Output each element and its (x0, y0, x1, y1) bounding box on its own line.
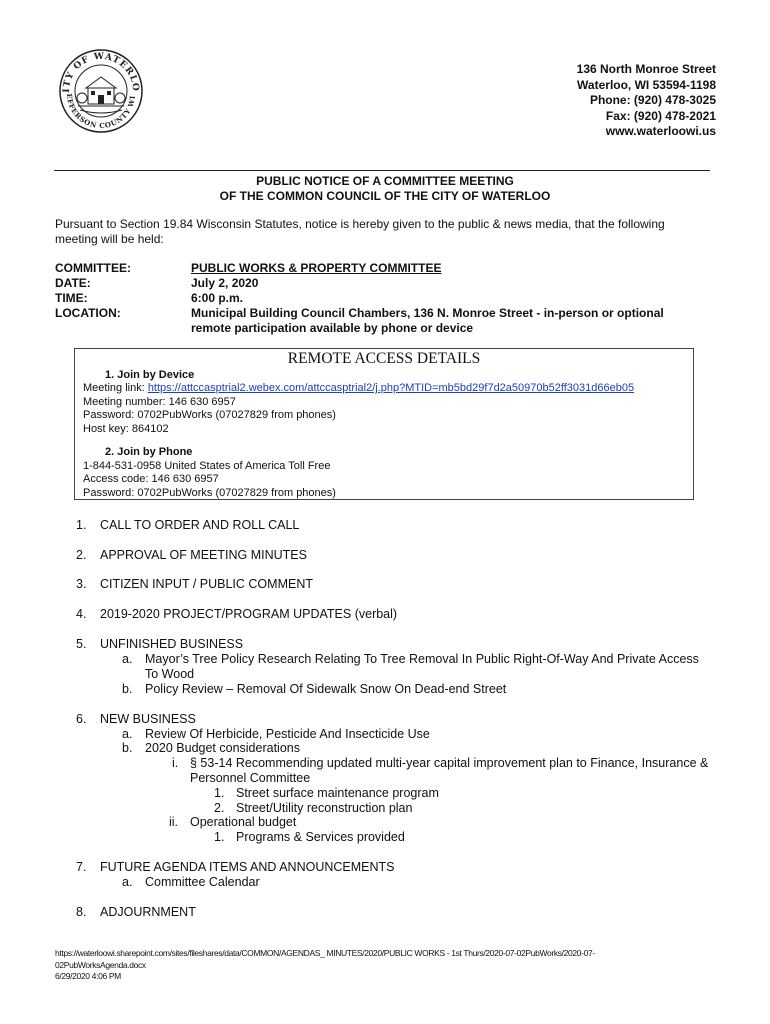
agenda-subitem-calendar: Committee Calendar (145, 875, 260, 889)
list-item-letter: b. (122, 741, 133, 755)
phone-password: Password: 0702PubWorks (07027829 from phones) (83, 486, 336, 499)
city-seal-logo (58, 48, 144, 134)
time-label: TIME: (55, 291, 88, 305)
list-item-letter: b. (122, 682, 133, 696)
agenda-item-new-business: NEW BUSINESS (100, 712, 196, 726)
list-item-number: 2. (214, 801, 225, 815)
location-line1: Municipal Building Council Chambers, 136 N. Monroe Street - in-person or optional (191, 306, 664, 320)
list-item-number: 5. (76, 637, 87, 651)
agenda-subitem-snow-policy: Policy Review – Removal Of Sidewalk Snow On Dead-end Street (145, 682, 507, 696)
notice-title-line1: PUBLIC NOTICE OF A COMMITTEE MEETING (256, 174, 514, 188)
committee-label: COMMITTEE: (55, 261, 131, 275)
location-line2: remote participation available by phone or device (191, 321, 474, 335)
file-path-line2: 02PubWorksAgenda.docx (55, 959, 146, 970)
meeting-location (191, 306, 715, 336)
fax-number: Fax: (920) 478-2021 (605, 108, 716, 123)
list-item-number: 6. (76, 712, 87, 726)
agenda-item-adjournment: ADJOURNMENT (100, 905, 196, 919)
notice-title (0, 174, 770, 204)
remote-access-title: REMOTE ACCESS DETAILS (287, 350, 481, 367)
meeting-details (55, 261, 715, 336)
list-item-number: 2. (76, 548, 87, 562)
agenda-item-project-updates: 2019-2020 PROJECT/PROGRAM UPDATES (verbal) (100, 607, 398, 621)
agenda-item-citizen-input: CITIZEN INPUT / PUBLIC COMMENT (100, 577, 313, 591)
list-item-number: 1. (214, 786, 225, 800)
list-item-number: 1. (76, 518, 87, 532)
agenda-subitem-tree-policy: Mayor’s Tree Policy Research Relating To Tree Removal In Public Right-Of-Way And Private Access (145, 652, 699, 666)
notice-title-line2: OF THE COMMON COUNCIL OF THE CITY OF WATERLOO (219, 189, 551, 203)
device-password: Password: 0702PubWorks (07027829 from phones) (83, 409, 336, 421)
toll-free-number: 1-844-531-0958 United States of America Toll Free (83, 459, 331, 472)
list-item-letter: a. (122, 727, 133, 741)
agenda-subitem-capital-plan: § 53-14 Recommending updated multi-year capital improvement plan to Finance, Insurance & (190, 756, 709, 770)
file-path-line1: https://waterloowi.sharepoint.com/sites/fileshares/data/COMMON/AGENDAS_ MINUTES/2020/PUBLIC WORKS - 1st Thurs/2020-07-02PubWorks/2020-07- (55, 948, 595, 958)
agenda-subitem-budget: 2020 Budget considerations (145, 741, 300, 755)
agenda-subitem-herbicide: Review Of Herbicide, Pesticide And Insecticide Use (145, 727, 430, 741)
list-item-number: 8. (76, 905, 87, 919)
agenda-item-call-to-order: CALL TO ORDER AND ROLL CALL (100, 518, 300, 532)
access-code: Access code: 146 630 6957 (83, 473, 219, 485)
list-item-letter: a. (122, 875, 133, 889)
header-divider (54, 170, 710, 171)
agenda-item-future-items: FUTURE AGENDA ITEMS AND ANNOUNCEMENTS (100, 860, 395, 874)
list-item-roman: ii. (169, 815, 179, 829)
committee-name: PUBLIC WORKS & PROPERTY COMMITTEE (191, 261, 442, 275)
meeting-time: 6:00 p.m. (191, 291, 244, 305)
address-block (577, 62, 716, 140)
website[interactable]: www.waterloowi.us (605, 124, 716, 138)
remote-access-box (74, 348, 694, 500)
city-state-zip: Waterloo, WI 53594-1198 (577, 77, 716, 92)
list-item-roman: i. (172, 756, 179, 770)
meeting-link-line (83, 382, 685, 396)
agenda-subitem-capital-plan-cont: Personnel Committee (190, 771, 311, 785)
svg-text:CITY OF WATERLOO: ITY OF WATERLO (61, 51, 141, 93)
meeting-link[interactable]: https://attccasptrial2.webex.com/attccasptrial2/j.php?MTID=mb5bd29f7d2a50970b52ff3031d66eb05 (147, 382, 635, 394)
location-label: LOCATION: (55, 306, 121, 320)
intro-line2: meeting will be held: (55, 232, 164, 246)
list-item-number: 3. (76, 577, 87, 591)
intro-paragraph (55, 217, 705, 247)
meeting-link-label: Meeting link: (83, 382, 148, 394)
date-label: DATE: (55, 276, 91, 290)
agenda-item-unfinished-business: UNFINISHED BUSINESS (100, 637, 244, 651)
agenda-subitem-programs-services: Programs & Services provided (236, 830, 405, 844)
agenda-subitem-street-utility: Street/Utility reconstruction plan (236, 801, 413, 815)
list-item-number: 4. (76, 607, 87, 621)
list-item-number: 1. (214, 830, 225, 844)
host-key: Host key: 864102 (83, 422, 169, 435)
phone-number: Phone: (920) 478-3025 (589, 93, 716, 107)
street-address: 136 North Monroe Street (576, 62, 716, 76)
agenda-subitem-tree-policy-cont: To Wood (145, 667, 195, 681)
join-by-device-heading: 1. Join by Device (105, 368, 195, 381)
svg-text:JEFFERSON COUNTY WIS: EFFERSON COUNTY WI (64, 93, 138, 131)
meeting-date: July 2, 2020 (191, 276, 259, 290)
meeting-number: Meeting number: 146 630 6957 (83, 395, 236, 408)
join-by-phone-heading: 2. Join by Phone (105, 446, 193, 458)
agenda-subitem-operational-budget: Operational budget (190, 815, 297, 829)
list-item-number: 7. (76, 860, 87, 874)
intro-line1: Pursuant to Section 19.84 Wisconsin Statutes, notice is hereby given to the public & news media, that the following (55, 217, 665, 231)
list-item-letter: a. (122, 652, 133, 666)
agenda-item-approval-minutes: APPROVAL OF MEETING MINUTES (100, 548, 307, 562)
print-timestamp: 6/29/2020 4:06 PM (55, 971, 121, 981)
agenda-subitem-street-surface: Street surface maintenance program (236, 786, 439, 800)
document-footer (55, 948, 595, 983)
